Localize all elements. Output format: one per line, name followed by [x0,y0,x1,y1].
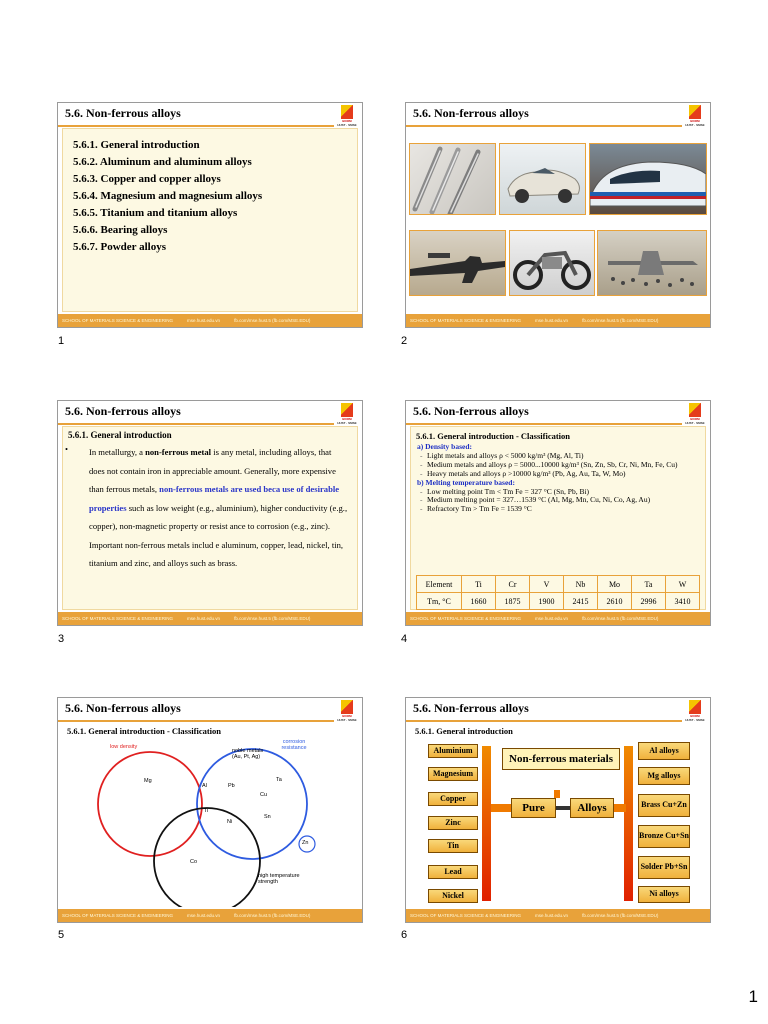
aluminium-box: Aluminium [428,744,478,758]
zinc-box: Zinc [428,816,478,830]
section-heading: 5.6.1. General introduction [415,726,513,736]
list-item: - Medium metals and alloys ρ = 5000...10000 kg/m³ (Sn, Zn, Sb, Cr, Ni, Mn, Fe, Cu) [417,461,699,470]
section-heading: 5.6.1. General introduction [68,430,172,440]
toc-item: 5.6.6. Bearing alloys [73,224,168,236]
mg-label: Mg [144,778,152,784]
al-label: Al [202,783,207,789]
title-rule [406,720,682,722]
toc-list [63,129,357,256]
mg-alloys-box: Mg alloys [638,767,690,785]
left-connector [482,746,491,901]
noble-metals-label: noble metals (Au, Pt, Ag) [232,748,264,760]
hust-logo-icon: BOOM HUST · SMSE [336,403,358,427]
brass-box: Brass Cu+Zn [638,794,690,817]
alloys-box: Alloys [570,798,614,818]
sn-label: Sn [264,814,271,820]
slide-title: 5.6. Non-ferrous alloys [413,701,529,715]
toc-item: 5.6.3. Copper and copper alloys [73,173,221,185]
non-ferrous-materials-box: Non-ferrous materials [502,748,620,770]
slide-title: 5.6. Non-ferrous alloys [413,106,529,120]
melting-point-table [416,575,700,610]
slide-number: 4 [401,633,408,645]
slide-title: 5.6. Non-ferrous alloys [413,404,529,418]
hust-logo-icon: BOOM HUST · SMSE [336,700,358,724]
toc-item: 5.6.1. General introduction [73,139,200,151]
list-item: - Low melting point Tm < Tm Fe = 327 °C (Sn, Pb, Bi) [417,488,699,497]
content-area [62,426,358,610]
slide-footer: SCHOOL OF MATERIALS SCIENCE & ENGINEERING mse.hust.edu.vn fb.com/mse.hust.5 (fb.com/MSE.EDU) [406,314,710,327]
slide-footer: SCHOOL OF MATERIALS SCIENCE & ENGINEERING mse.hust.edu.vn fb.com/mse.hust.5 (fb.com/MSE.EDU) [58,612,362,625]
slide-number: 6 [401,929,408,941]
hust-logo-icon: BOOM HUST · SMSE [684,105,706,129]
table-row: Element Ti Cr V Nb Mo Ta W [417,576,700,593]
ni-alloys-box: Ni alloys [638,886,690,903]
section-heading: 5.6.1. General introduction - Classification [416,431,571,441]
rifle-photo [409,230,506,296]
nickel-box: Nickel [428,889,478,903]
section-heading: 5.6.1. General introduction - Classification [67,726,222,736]
content-area [410,426,706,610]
slide-footer: SCHOOL OF MATERIALS SCIENCE & ENGINEERING mse.hust.edu.vn fb.com/mse.hust.5 (fb.com/MSE.EDU) [58,909,362,922]
page-number: 1 [748,987,758,1006]
toc-item: 5.6.7. Powder alloys [73,241,166,253]
sports-car-photo [499,143,586,215]
al-alloys-box: Al alloys [638,742,690,760]
slide-4[interactable] [405,400,711,626]
slide-2[interactable] [405,102,711,328]
high-speed-train-photo [589,143,707,215]
slide-footer: SCHOOL OF MATERIALS SCIENCE & ENGINEERING mse.hust.edu.vn fb.com/mse.hust.5 (fb.com/MSE.EDU) [58,314,362,327]
slide-5[interactable] [57,697,363,923]
co-label: Co [190,859,198,865]
slide-title: 5.6. Non-ferrous alloys [65,106,181,120]
title-rule [58,720,334,722]
slide-title: 5.6. Non-ferrous alloys [65,701,181,715]
zn-label: Zn [302,840,309,846]
content-area [62,723,358,907]
motorcycle-photo [509,230,595,296]
list-item: - Refractory Tm > Tm Fe = 1539 °C [417,505,699,514]
slide-title: 5.6. Non-ferrous alloys [65,404,181,418]
metal-tubes-photo [409,143,496,215]
aircraft-parts-photo [597,230,707,296]
ti-label: Ti [204,808,209,814]
title-rule [58,125,334,127]
magnesium-box: Magnesium [428,767,478,781]
slide-6[interactable] [405,697,711,923]
toc-item: 5.6.2. Aluminum and aluminum alloys [73,156,252,168]
body-paragraph: • In metallurgy, a non-ferrous metal is any metal, including alloys, that does not contain iron in appreciable amount. Generally, more expensive than ferrous metals, non-ferrous metals are used beca use of desirable properties such as low weight (e.g., aluminium), higher conductivity (e.g., copper), non-magnetic property or resist ance to corrosion (e.g., zinc). Important non-ferrous metals includ e aluminum, copper, lead, nickel, tin, titanium and zinc, and alloys such as brass. [63,440,357,573]
cu-label: Cu [260,792,268,798]
list-item: - Medium melting point = 327…1539 °C (Al, Mg, Mn, Cu, Ni, Co, Ag, Au) [417,496,699,505]
table-row: Tm, °C 1660 1875 1900 2415 2610 2996 3410 [417,593,700,610]
slide-footer: SCHOOL OF MATERIALS SCIENCE & ENGINEERING mse.hust.edu.vn fb.com/mse.hust.5 (fb.com/MSE.EDU) [406,612,710,625]
low-density-label: low density [110,744,138,750]
hust-logo-icon: BOOM HUST · SMSE [684,700,706,724]
ni-label: Ni [227,819,233,825]
melting-heading: b) Melting temperature based: [417,477,515,487]
list-item: - Light metals and alloys ρ < 5000 kg/m³ (Mg, Al, Ti) [417,452,699,461]
slide-footer: SCHOOL OF MATERIALS SCIENCE & ENGINEERING mse.hust.edu.vn fb.com/mse.hust.5 (fb.com/MSE.EDU) [406,909,710,922]
pb-label: Pb [228,783,235,789]
high-temp-label: high temperature strength [258,873,300,885]
pure-box: Pure [511,798,556,818]
content-area [62,128,358,312]
copper-box: Copper [428,792,478,806]
slide-number: 3 [58,633,65,645]
classification-list [411,441,705,514]
list-item: - Heavy metals and alloys ρ >10000 kg/m³ (Pb, Ag, Au, Ta, W, Mo) [417,470,699,479]
slide-1[interactable] [57,102,363,328]
right-connector [624,746,633,901]
corrosion-label: corrosion resistance [281,739,307,751]
bronze-box: Bronze Cu+Sn [638,825,690,848]
hust-logo-icon: BOOM HUST · SMSE [684,403,706,427]
title-rule [58,423,334,425]
density-heading: a) Density based: [417,442,473,451]
slide-number: 5 [58,929,65,941]
tin-box: Tin [428,839,478,853]
solder-box: Solder Pb+Sn [638,856,690,879]
slide-number: 2 [401,335,408,347]
lead-box: Lead [428,865,478,879]
hust-logo-icon: BOOM HUST · SMSE [336,105,358,129]
toc-item: 5.6.5. Titanium and titanium alloys [73,207,238,219]
ta-label: Ta [276,777,282,783]
toc-item: 5.6.4. Magnesium and magnesium alloys [73,190,263,202]
title-rule [406,125,682,127]
bullet-icon: • [65,444,69,454]
title-rule [406,423,682,425]
slide-3[interactable] [57,400,363,626]
slide-number: 1 [58,335,65,347]
